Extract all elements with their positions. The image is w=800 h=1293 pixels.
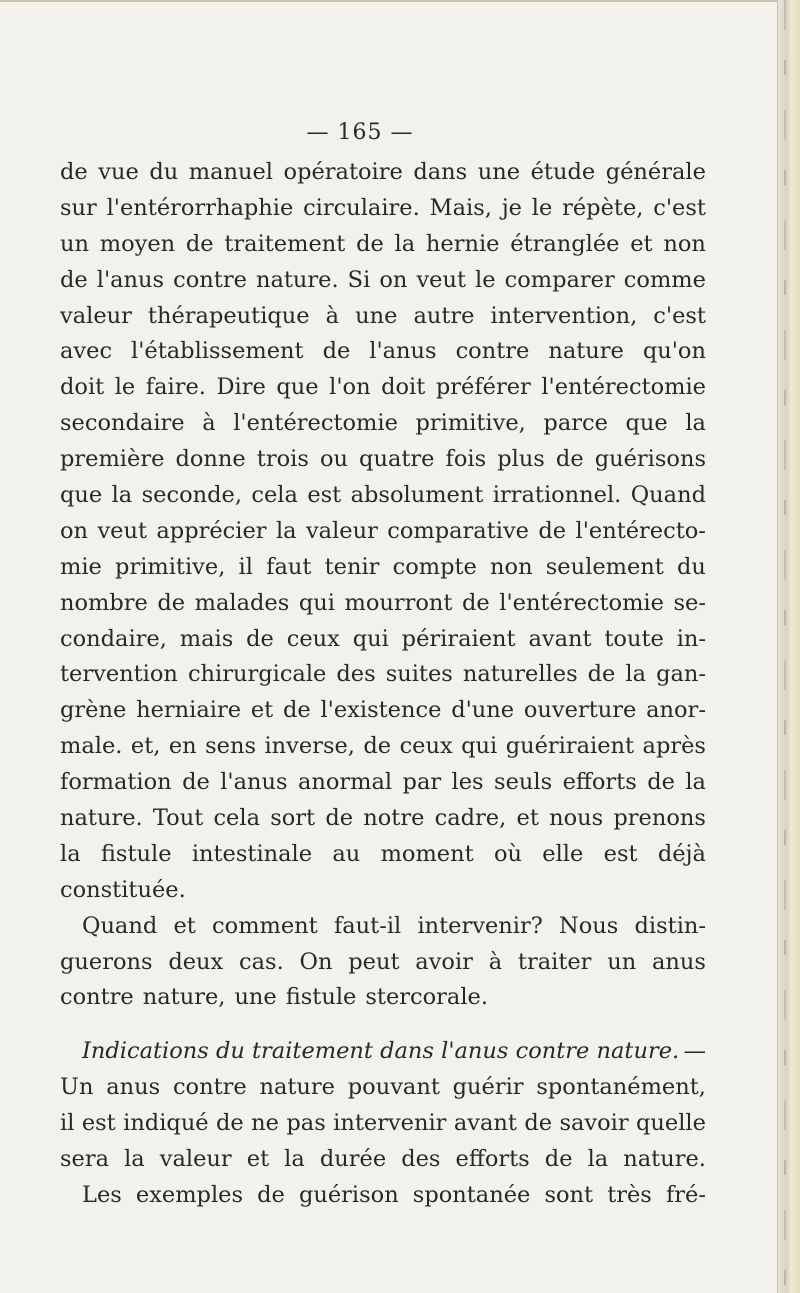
text-line: de vue du manuel opératoire dans une étude générale — [60, 159, 706, 185]
text-line: la fistule intestinale au moment où elle est déjà — [60, 840, 706, 867]
text-line: mie primitive, il faut tenir compte non seulement du — [60, 553, 706, 580]
text-line: male. et, en sens inverse, de ceux qui guériraient après — [60, 733, 706, 760]
text-line: sur l'entérorrhaphie circulaire. Mais, je le répète, c'est — [60, 194, 706, 221]
page-binding-edge — [777, 0, 800, 1293]
text-line: que la seconde, cela est absolument irrationnel. Quand — [60, 482, 706, 509]
text-line: Quand et comment faut-il intervenir? Nous distin- — [82, 912, 706, 939]
text-line: il est indiqué de ne pas intervenir avant de savoir quelle — [60, 1110, 706, 1137]
page-number: — 165 — — [306, 120, 414, 145]
text-line: secondaire à l'entérectomie primitive, parce que la — [60, 410, 706, 437]
text-line: un moyen de traitement de la hernie étranglée et non — [60, 230, 706, 257]
page-top-rule — [0, 0, 778, 2]
text-line: condaire, mais de ceux qui périraient avant toute in- — [60, 625, 706, 652]
text-line: Les exemples de guérison spontanée sont très fré- — [82, 1181, 706, 1208]
body-text — [60, 155, 706, 1214]
section-heading-title: Indications du traitement dans l'anus contre nature. — [82, 1038, 680, 1065]
text-line: contre nature, une fistule stercorale. — [60, 984, 488, 1011]
text-line: Un anus contre nature pouvant guérir spontanément, — [60, 1074, 706, 1101]
text-line: première donne trois ou quatre fois plus de guérisons — [60, 446, 706, 473]
text-line: sera la valeur et la durée des efforts de la nature. — [60, 1146, 706, 1173]
section-heading — [60, 1034, 706, 1070]
text-line: constituée. — [60, 876, 186, 903]
text-line: valeur thérapeutique à une autre intervention, c'est — [60, 302, 706, 329]
text-line: avec l'établissement de l'anus contre nature qu'on — [60, 338, 706, 365]
text-line: guerons deux cas. On peut avoir à traiter un anus — [60, 948, 706, 975]
text-line: on veut apprécier la valeur comparative de l'entérecto- — [60, 517, 706, 544]
text-line: grène herniaire et de l'existence d'une ouverture anor- — [60, 697, 706, 724]
text-line: nombre de malades qui mourront de l'entérectomie se- — [60, 589, 706, 616]
text-line: nature. Tout cela sort de notre cadre, et nous prenons — [60, 805, 706, 832]
text-line: doit le faire. Dire que l'on doit préférer l'entérectomie — [60, 374, 706, 401]
section-heading-dash: — — [683, 1038, 706, 1065]
text-line: formation de l'anus anormal par les seuls efforts de la — [60, 769, 706, 796]
text-line: tervention chirurgicale des suites naturelles de la gan- — [60, 661, 706, 688]
text-line: de l'anus contre nature. Si on veut le comparer comme — [60, 266, 706, 293]
